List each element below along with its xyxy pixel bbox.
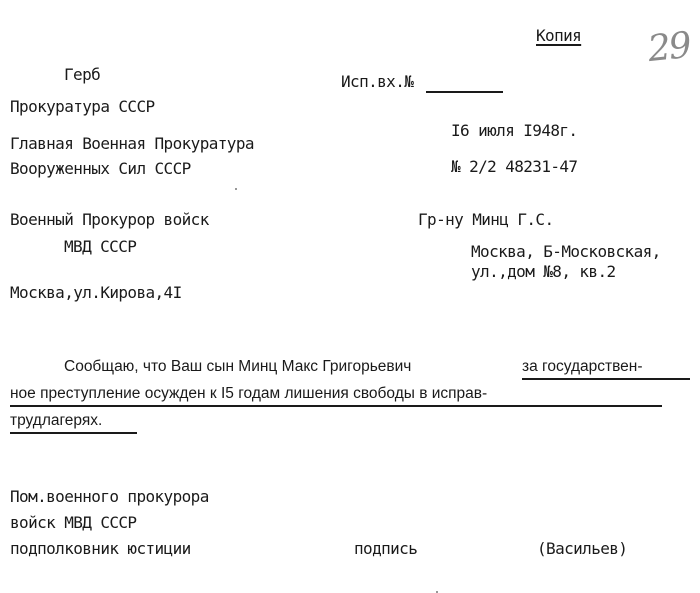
body-line1-plain: Сообщаю, что Ваш сын Минц Макс Григорьевич [64,358,412,375]
body-line1-underlined: за государствен- [522,358,643,375]
sender-line2: МВД СССР [64,237,137,256]
signer-title-line2: войск МВД СССР [10,513,137,532]
underline-stroke-2 [10,405,662,407]
main-office-line2: Вооруженных Сил СССР [10,159,191,178]
document-date: I6 июля I948г. [451,121,578,140]
body-line2-underlined: ное преступление осужден к I5 годам лишения свободы в исправ- [10,385,488,402]
reference-number: № 2/2 48231-47 [451,157,578,176]
handwritten-page-number: 29 [645,24,692,71]
sender-address: Москва,ул.Кирова,4I [10,283,182,302]
copy-label: Копия [536,26,582,45]
underline-stroke-3 [10,432,137,434]
underline-stroke-1 [522,378,690,380]
prosecutor-office: Прокуратура СССР [10,97,155,116]
incoming-number-label: Исп.вх.№ [341,72,414,91]
signer-name: (Васильев) [537,539,628,558]
sender-line1: Военный Прокурор войск [10,210,209,229]
signature-label: подпись [354,539,418,558]
main-office-line1: Главная Военная Прокуратура [10,134,254,153]
scan-speck [235,188,237,190]
recipient-name: Гр-ну Минц Г.С. [418,210,554,229]
incoming-number-blank [426,91,503,93]
body-line3-underlined: трудлагерях. [10,412,103,429]
crest-label: Герб [64,65,101,84]
recipient-address-line2: ул.,дом №8, кв.2 [471,262,616,281]
signer-rank: подполковник юстиции [10,539,191,558]
recipient-address-line1: Москва, Б-Московская, [471,242,661,261]
signer-title-line1: Пом.военного прокурора [10,487,209,506]
